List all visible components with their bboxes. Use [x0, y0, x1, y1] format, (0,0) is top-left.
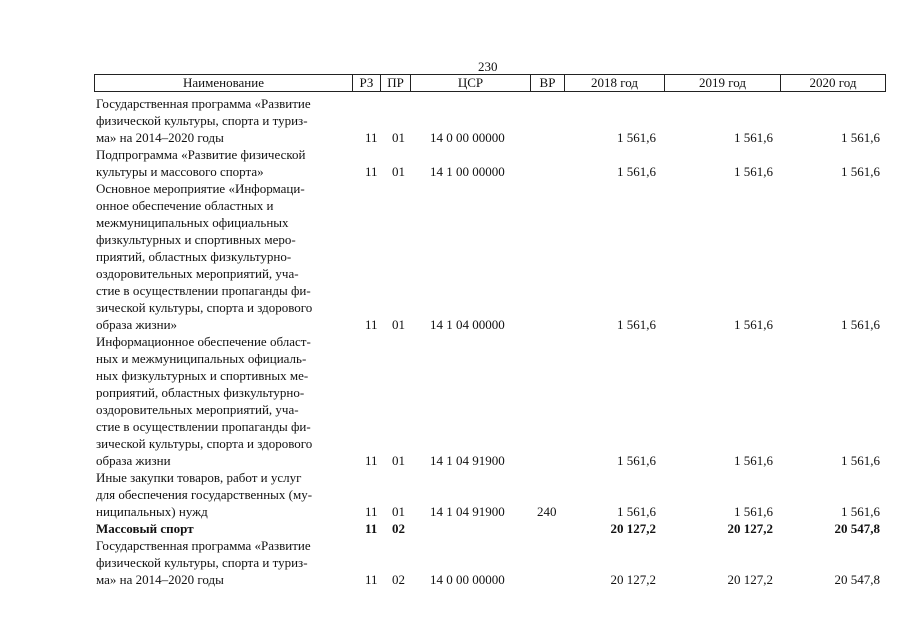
row-pr: 01: [392, 453, 405, 468]
row-pr: 01: [392, 317, 405, 332]
row-2020: 1 561,6: [841, 317, 880, 332]
row-csr: 14 0 00 00000: [430, 572, 505, 587]
row-pr: 02: [392, 572, 405, 587]
row-csr: 14 1 00 00000: [430, 164, 505, 179]
row-2020: 1 561,6: [841, 504, 880, 519]
header-rz: РЗ: [353, 75, 381, 91]
row-2020: 20 547,8: [834, 521, 880, 536]
row-pr: 01: [392, 130, 405, 145]
row-rz: 11: [365, 164, 378, 179]
row-2018: 1 561,6: [617, 317, 656, 332]
row-2020: 20 547,8: [834, 572, 880, 587]
row-2020: 1 561,6: [841, 130, 880, 145]
row-csr: 14 1 04 00000: [430, 317, 505, 332]
table-row: [94, 537, 886, 588]
row-name: Информационное обеспечение област- ных и межмуниципальных официаль- ных физкультурных и спортивных ме- роприятий, областных физкультурно- оздоровительных мероприятий, уча- стие в осуществлении пропаганды фи- зической культуры, спорта и здорового образа жизни: [96, 334, 313, 468]
row-name: Подпрограмма «Развитие физической культуры и массового спорта»: [96, 147, 306, 179]
table-header: [94, 74, 886, 92]
header-csr: ЦСР: [411, 75, 531, 91]
row-2018: 20 127,2: [610, 521, 656, 536]
row-name: Иные закупки товаров, работ и услуг для обеспечения государственных (му- ниципальных) нужд: [96, 470, 313, 519]
row-rz: 11: [365, 453, 378, 468]
row-2018: 1 561,6: [617, 504, 656, 519]
row-rz: 11: [365, 572, 378, 587]
header-2020: 2020 год: [809, 75, 857, 90]
table-row: [94, 180, 886, 333]
row-pr: 02: [392, 521, 405, 536]
row-vr: 240: [537, 504, 557, 519]
row-csr: 14 1 04 91900: [430, 453, 505, 468]
row-2019: 20 127,2: [727, 521, 773, 536]
row-pr: 01: [392, 504, 405, 519]
row-name: Государственная программа «Развитие физической культуры, спорта и туриз- ма» на 2014–2020 годы: [96, 538, 311, 587]
row-2018: 1 561,6: [617, 130, 656, 145]
row-2018: 1 561,6: [617, 164, 656, 179]
row-name: Государственная программа «Развитие физической культуры, спорта и туриз- ма» на 2014–2020 годы: [96, 96, 311, 145]
row-2019: 20 127,2: [727, 572, 773, 587]
row-2019: 1 561,6: [734, 130, 773, 145]
table-row: [94, 146, 886, 180]
row-2019: 1 561,6: [734, 504, 773, 519]
row-rz: 11: [365, 130, 378, 145]
row-2019: 1 561,6: [734, 317, 773, 332]
row-name: Основное мероприятие «Информаци- онное обеспечение областных и межмуниципальных официальных физкультурных и спортивных меро- приятий, областных физкультурно- оздоровительных мероприятий, уча- стие в осуществлении пропаганды фи- зической культуры, спорта и здорового образа жизни»: [96, 181, 313, 332]
header-pr: ПР: [381, 75, 411, 91]
row-rz: 11: [365, 521, 378, 536]
row-name: Массовый спорт: [96, 521, 194, 536]
row-rz: 11: [365, 317, 378, 332]
header-2018: 2018 год: [565, 75, 665, 91]
row-pr: 01: [392, 164, 405, 179]
table-row: [94, 469, 886, 520]
row-2020: 1 561,6: [841, 453, 880, 468]
row-2019: 1 561,6: [734, 453, 773, 468]
header-name: Наименование: [95, 75, 353, 91]
row-2019: 1 561,6: [734, 164, 773, 179]
header-vr: ВР: [531, 75, 565, 91]
table-row: [94, 95, 886, 146]
row-2018: 20 127,2: [610, 572, 656, 587]
row-2020: 1 561,6: [841, 164, 880, 179]
table-row: [94, 520, 886, 537]
row-rz: 11: [365, 504, 378, 519]
row-2018: 1 561,6: [617, 453, 656, 468]
row-csr: 14 1 04 91900: [430, 504, 505, 519]
page-number: 230: [478, 59, 498, 74]
table-row: [94, 333, 886, 469]
row-csr: 14 0 00 00000: [430, 130, 505, 145]
header-2019: 2019 год: [665, 75, 781, 91]
